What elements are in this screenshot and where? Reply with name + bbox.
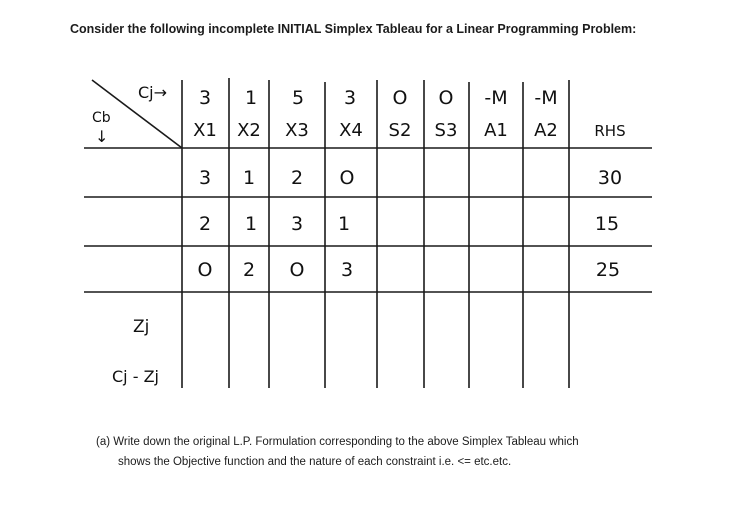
cj-value: O [438, 87, 454, 109]
rhs-header: RHS [594, 122, 626, 140]
variable-name: X4 [339, 120, 363, 141]
coefficient: 1 [242, 167, 256, 189]
cj-value: -M [534, 87, 558, 109]
cj-value: 5 [291, 87, 305, 109]
rhs-value: 15 [594, 213, 620, 235]
cj-value: 1 [244, 87, 258, 109]
variable-name: X2 [237, 120, 261, 141]
rhs-value: 30 [597, 167, 623, 189]
cj-value: 3 [343, 87, 357, 109]
cj-label: Cj→ [138, 83, 168, 102]
zj-label: Zj [133, 317, 150, 337]
cj-values-row [199, 87, 558, 109]
variable-name: A1 [484, 120, 508, 141]
cj-value: O [392, 87, 408, 109]
table-row [198, 259, 621, 281]
cj-minus-zj-label: Cj - Zj [112, 367, 159, 386]
variable-name: X1 [193, 120, 217, 141]
coefficient: O [289, 259, 305, 281]
variable-row [193, 120, 626, 141]
table-row [199, 167, 622, 189]
variable-name: S2 [388, 120, 412, 141]
rhs-value: 25 [595, 259, 621, 281]
cb-arrow: ↓ [95, 127, 109, 146]
coefficient: 2 [290, 167, 304, 189]
variable-name: S3 [434, 120, 458, 141]
tableau-grid [84, 78, 652, 388]
cb-label: Cb [92, 110, 111, 126]
variable-name: X3 [285, 120, 309, 141]
coefficient: 3 [198, 167, 212, 189]
coefficient: 3 [340, 259, 354, 281]
cj-value: 3 [198, 87, 212, 109]
coefficient: 1 [244, 213, 258, 235]
coefficient: O [339, 167, 355, 189]
table-row [199, 213, 619, 235]
cj-value: -M [484, 87, 508, 109]
coefficient: 2 [242, 259, 256, 281]
coefficient: 3 [290, 213, 304, 235]
question-line-1: (a) Write down the original L.P. Formulation corresponding to the above Simplex Tableau which [96, 436, 579, 448]
variable-name: A2 [534, 120, 558, 141]
coefficient: O [197, 259, 213, 281]
coefficient: 2 [198, 213, 212, 235]
problem-heading: Consider the following incomplete INITIAL Simplex Tableau for a Linear Programming Problem: [70, 22, 637, 36]
coefficient: 1 [337, 213, 351, 235]
question-a [96, 432, 696, 472]
question-line-2: shows the Objective function and the nature of each constraint i.e. <= etc.etc. [118, 456, 512, 468]
